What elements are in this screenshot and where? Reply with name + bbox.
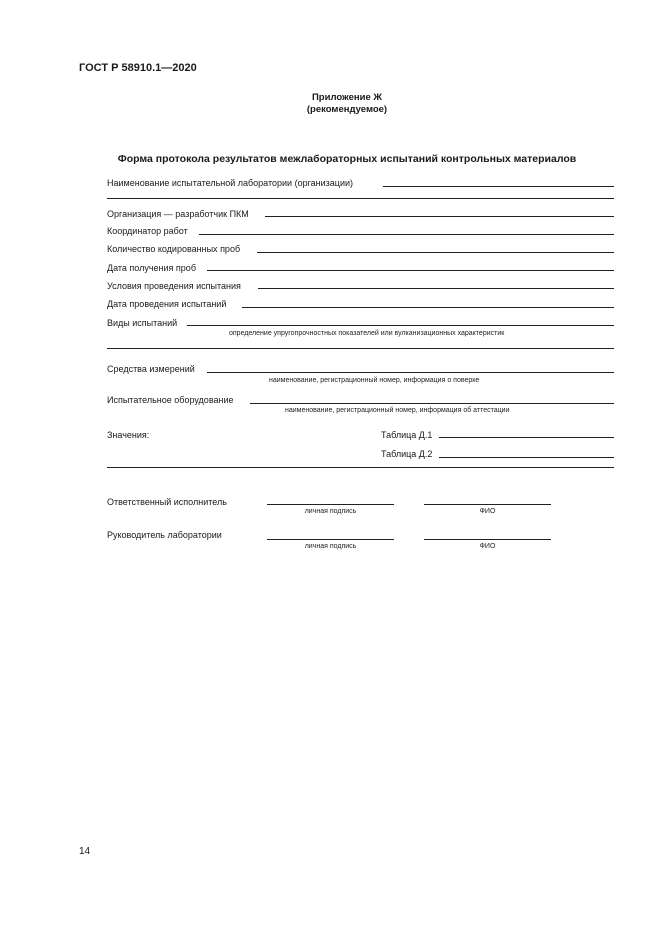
developer-field[interactable] — [265, 216, 614, 217]
measuring-label: Средства измерений — [107, 364, 195, 374]
table-d2-field[interactable] — [439, 457, 614, 458]
measuring-hint: наименование, регистрационный номер, информация о поверке — [269, 377, 480, 384]
page-number: 14 — [79, 846, 91, 857]
lab-name-field[interactable] — [383, 186, 614, 187]
responsible-name-field[interactable] — [424, 504, 551, 505]
samples-count-label: Количество кодированных проб — [107, 244, 241, 254]
responsible-signature-field[interactable] — [267, 504, 394, 505]
table-d1-label: Таблица Д.1 — [381, 430, 433, 440]
test-date-field[interactable] — [242, 307, 614, 308]
test-types-field-continuation[interactable] — [107, 348, 614, 349]
values-field[interactable] — [107, 467, 614, 468]
lab-head-name-hint: ФИО — [479, 543, 496, 550]
equipment-hint: наименование, регистрационный номер, информация об аттестации — [285, 407, 510, 414]
developer-label: Организация — разработчик ПКМ — [107, 209, 249, 219]
coordinator-label: Координатор работ — [107, 226, 188, 236]
conditions-field[interactable] — [258, 288, 614, 289]
equipment-label: Испытательное оборудование — [107, 395, 234, 405]
lab-head-signature-field[interactable] — [267, 539, 394, 540]
receipt-date-field[interactable] — [207, 270, 614, 271]
test-types-field[interactable] — [187, 325, 614, 326]
test-types-hint: определение упругопрочностных показателей или вулканизационных характеристик — [229, 330, 505, 337]
responsible-name-hint: ФИО — [479, 508, 496, 515]
form-title: Форма протокола результатов межлабораторных испытаний контрольных материалов — [117, 153, 577, 165]
conditions-label: Условия проведения испытания — [107, 281, 241, 291]
measuring-field[interactable] — [207, 372, 614, 373]
lab-name-label: Наименование испытательной лаборатории (организации) — [107, 178, 354, 188]
table-d2-label: Таблица Д.2 — [381, 449, 433, 459]
lab-head-signature-hint: личная подпись — [304, 543, 357, 550]
receipt-date-label: Дата получения проб — [107, 263, 196, 273]
standard-number: ГОСТ Р 58910.1—2020 — [79, 62, 197, 74]
lab-name-field-continuation[interactable] — [107, 198, 614, 199]
samples-count-field[interactable] — [257, 252, 614, 253]
lab-head-label: Руководитель лаборатории — [107, 530, 222, 540]
annex-title: Приложение Ж — [311, 92, 383, 103]
coordinator-field[interactable] — [199, 234, 614, 235]
table-d1-field[interactable] — [439, 437, 614, 438]
equipment-field[interactable] — [250, 403, 614, 404]
values-label: Значения: — [107, 430, 150, 440]
lab-head-name-field[interactable] — [424, 539, 551, 540]
annex-status: (рекомендуемое) — [306, 104, 388, 115]
responsible-signature-hint: личная подпись — [304, 508, 357, 515]
responsible-label: Ответственный исполнитель — [107, 497, 227, 507]
test-types-label: Виды испытаний — [107, 318, 178, 328]
test-date-label: Дата проведения испытаний — [107, 299, 227, 309]
